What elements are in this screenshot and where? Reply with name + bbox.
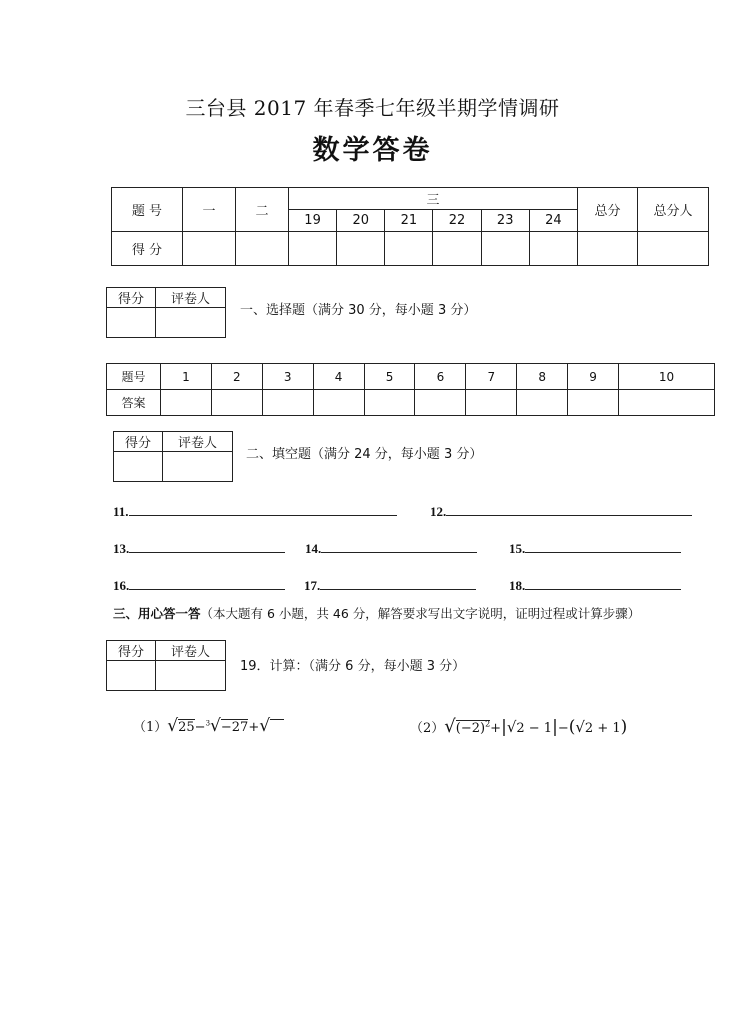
grader-score-label: 得分	[107, 288, 156, 308]
choice-answer-cell[interactable]	[313, 390, 364, 416]
choice-answer-cell[interactable]	[364, 390, 415, 416]
grader-score-label: 得分	[114, 432, 163, 452]
total-person-header: 总分人	[638, 188, 709, 232]
grader-score-cell[interactable]	[107, 308, 156, 338]
sub-col: 23	[481, 210, 529, 232]
grader-reviewer-cell[interactable]	[156, 661, 226, 691]
score-summary-table	[111, 187, 709, 266]
plus-sign: +	[490, 721, 502, 736]
sqrt-radicand: 25	[178, 720, 195, 735]
exponent: 2	[485, 719, 491, 729]
sqrt-icon: √	[444, 716, 456, 737]
section2-title: 二、填空题（满分 24 分，每小题 3 分）	[246, 447, 483, 462]
sqrt-icon: √	[259, 716, 271, 736]
grader-score-cell[interactable]	[107, 661, 156, 691]
choice-number: 9	[568, 364, 619, 390]
minus-sign: −	[557, 721, 569, 736]
score-cell[interactable]	[236, 232, 289, 266]
q19-title: 19．计算：（满分 6 分，每小题 3 分）	[240, 659, 466, 674]
q19-part1	[133, 716, 284, 736]
choice-answer-cell[interactable]	[466, 390, 517, 416]
sqrt-icon: √	[167, 716, 179, 736]
section3-title	[113, 604, 713, 622]
grader-score-cell[interactable]	[114, 452, 163, 482]
section1-title: 一、选择题（满分 30 分，每小题 3 分）	[240, 303, 477, 318]
sqrt-icon: √	[575, 718, 585, 736]
col-two: 二	[236, 188, 289, 232]
blank-item-13[interactable]	[113, 540, 285, 557]
grader-box-3	[106, 640, 226, 691]
grader-reviewer-cell[interactable]	[163, 452, 233, 482]
grader-reviewer-label: 评卷人	[156, 288, 226, 308]
choice-answer-cell[interactable]	[568, 390, 619, 416]
blank-line[interactable]	[525, 540, 681, 553]
score-cell[interactable]	[481, 232, 529, 266]
q19-part2	[410, 716, 627, 737]
sub-col: 22	[433, 210, 481, 232]
answer-table-answer-label: 答案	[107, 390, 161, 416]
section3-rest: （本大题有 6 小题，共 46 分，解答要求写出文字说明，证明过程或计算步骤）	[200, 606, 641, 621]
answer-table-number-label: 题号	[107, 364, 161, 390]
choice-number: 6	[415, 364, 466, 390]
total-header: 总分	[578, 188, 638, 232]
choice-number: 5	[364, 364, 415, 390]
blank-line[interactable]	[525, 577, 681, 590]
answer-sheet-title: 数学答卷	[312, 135, 433, 166]
choice-answer-cell[interactable]	[517, 390, 568, 416]
minus-sign: −	[194, 720, 206, 735]
blank-line[interactable]	[321, 540, 477, 553]
blank-item-12[interactable]	[430, 503, 692, 520]
choice-answer-cell[interactable]	[262, 390, 313, 416]
score-cell[interactable]	[578, 232, 638, 266]
grader-score-label: 得分	[107, 641, 156, 661]
power-base: (−2)	[455, 721, 486, 736]
blank-number: 17.	[304, 578, 321, 593]
empty-radicand	[270, 719, 284, 735]
choice-number: 2	[211, 364, 262, 390]
choice-answer-cell[interactable]	[415, 390, 466, 416]
grader-reviewer-label: 评卷人	[156, 641, 226, 661]
score-cell[interactable]	[433, 232, 481, 266]
blank-line[interactable]	[446, 503, 692, 516]
blank-line[interactable]	[320, 577, 476, 590]
blank-item-18[interactable]	[509, 577, 681, 594]
question-label: 题 号	[112, 188, 183, 232]
abs-bar-right: |	[552, 717, 558, 737]
paren-content: 2 + 1	[584, 721, 621, 736]
plus-sign: +	[248, 720, 260, 735]
grader-reviewer-cell[interactable]	[156, 308, 226, 338]
blank-item-16[interactable]	[113, 577, 285, 594]
section3-lead: 三、用心答一答	[113, 606, 201, 621]
score-label: 得 分	[112, 232, 183, 266]
sqrt-icon: √	[210, 716, 221, 736]
part1-label: （1）	[133, 720, 168, 735]
blank-number: 12.	[430, 504, 447, 519]
blank-line[interactable]	[129, 503, 397, 516]
abs-content: 2 − 1	[516, 721, 553, 736]
blank-number: 18.	[509, 578, 526, 593]
sqrt-icon: √	[506, 718, 517, 736]
score-cell[interactable]	[183, 232, 236, 266]
blank-line[interactable]	[129, 540, 285, 553]
score-cell[interactable]	[638, 232, 709, 266]
blank-line[interactable]	[129, 577, 285, 590]
blank-item-17[interactable]	[304, 577, 476, 594]
blank-number: 15.	[509, 541, 526, 556]
sub-col: 19	[289, 210, 337, 232]
choice-number: 7	[466, 364, 517, 390]
score-cell[interactable]	[529, 232, 577, 266]
part2-label: （2）	[410, 721, 445, 736]
exam-title: 三台县 2017 年春季七年级半期学情调研	[185, 96, 560, 120]
sqrt-group	[456, 720, 490, 736]
choice-number: 1	[161, 364, 212, 390]
grader-box-2	[113, 431, 233, 482]
sub-col: 20	[337, 210, 385, 232]
blank-number: 11.	[113, 504, 129, 519]
abs-bar-left: |	[501, 717, 507, 737]
blank-number: 14.	[305, 541, 322, 556]
choice-number: 10	[619, 364, 715, 390]
sub-col: 21	[385, 210, 433, 232]
choice-number: 3	[262, 364, 313, 390]
blank-item-14[interactable]	[305, 540, 477, 557]
sub-col: 24	[529, 210, 577, 232]
score-cell[interactable]	[337, 232, 385, 266]
choice-answer-cell[interactable]	[211, 390, 262, 416]
blank-number: 13.	[113, 541, 130, 556]
choice-answer-cell[interactable]	[161, 390, 212, 416]
score-cell[interactable]	[385, 232, 433, 266]
paren-left: (	[568, 717, 576, 737]
grader-reviewer-label: 评卷人	[163, 432, 233, 452]
choice-number: 8	[517, 364, 568, 390]
choice-answer-cell[interactable]	[619, 390, 715, 416]
cube-root-radicand: −27	[220, 720, 249, 735]
col-one: 一	[183, 188, 236, 232]
blank-item-11[interactable]	[113, 503, 397, 520]
root-index: 3	[205, 719, 211, 728]
score-cell[interactable]	[289, 232, 337, 266]
choice-answer-table	[106, 363, 715, 416]
paren-right: )	[620, 717, 628, 737]
blank-number: 16.	[113, 578, 130, 593]
blank-item-15[interactable]	[509, 540, 681, 557]
choice-number: 4	[313, 364, 364, 390]
grader-box-1	[106, 287, 226, 338]
col-three: 三	[289, 188, 578, 210]
